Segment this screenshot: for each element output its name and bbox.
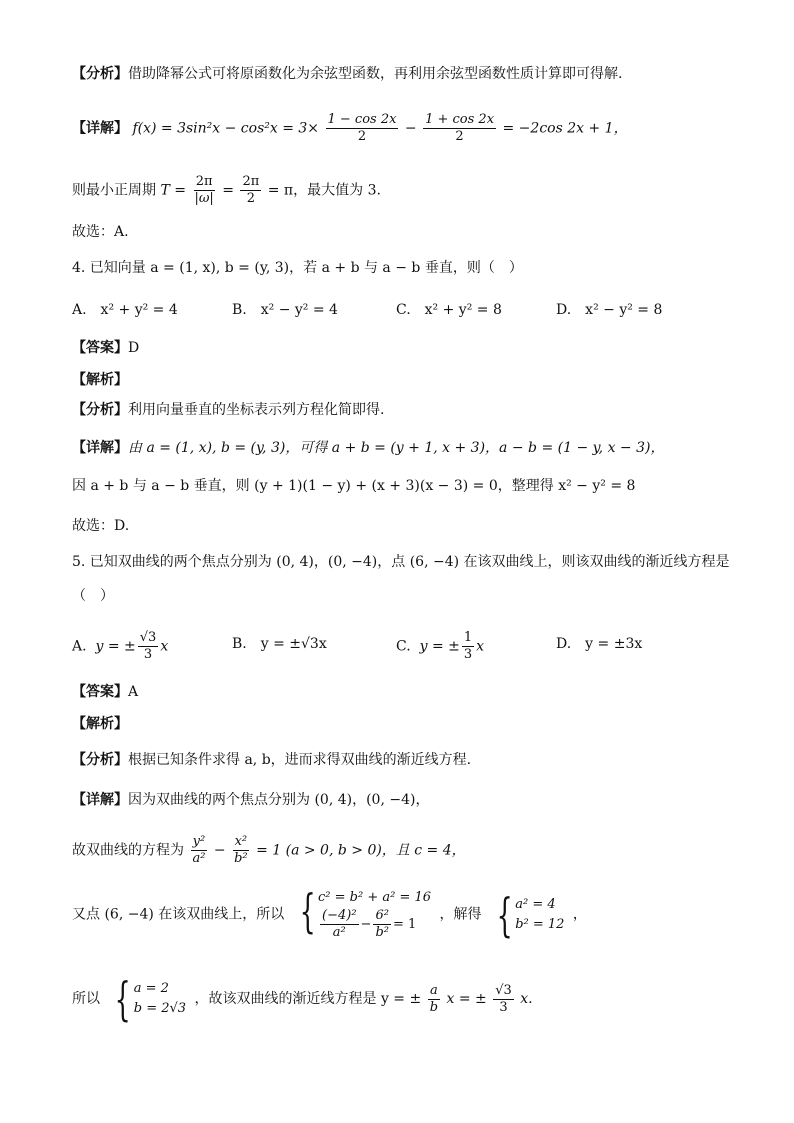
analysis-text: 利用向量垂直的坐标表示列方程化简即得. xyxy=(128,402,385,418)
question-5-stem: 5. 已知双曲线的两个焦点分别为 (0, 4)，(0, −4)，点 (6, −4) 在该双曲线上，则该双曲线的渐近线方程是 xyxy=(72,554,730,570)
q4-option-d: D. x² − y² = 8 xyxy=(556,302,663,318)
analysis-line xyxy=(72,400,384,420)
analysis-tag: 【分析】 xyxy=(72,66,128,82)
solution-line-2: 因 a + b 与 a − b 垂直，则 (y + 1)(1 − y) + (x + 3)(x − 3) = 0，整理得 x² − y² = 8 xyxy=(72,478,636,494)
fraction: $\frac{1 - \cos 2x}{2}$ xyxy=(327,112,397,144)
choice-line: 故选：D. xyxy=(72,518,130,534)
fraction: $\frac{1 + \cos 2x}{2}$ xyxy=(425,112,495,144)
solution-line xyxy=(72,790,429,810)
solution-line xyxy=(72,438,664,458)
minus-sign: − xyxy=(404,120,417,137)
explanation-heading xyxy=(72,370,128,390)
answer-value: D xyxy=(128,340,140,356)
explanation-heading xyxy=(72,714,128,734)
analysis-tag: 【分析】 xyxy=(72,752,128,768)
question-4-stem: 4. 已知向量 a = (1, x), b = (y, 3)，若 a + b 与 a − b 垂直，则（ ） xyxy=(72,260,523,276)
fraction: $\frac{2\pi}{2}$ xyxy=(242,174,260,206)
q5-option-b: B. y = ±√3x xyxy=(232,636,327,652)
answer-tag: 【答案】 xyxy=(72,340,128,356)
answer-value: A xyxy=(128,684,139,700)
question-5-stem-cont: （ ） xyxy=(72,588,114,604)
solution-line xyxy=(72,112,628,145)
analysis-line xyxy=(72,750,471,770)
q4-option-c: C. x² + y² = 8 xyxy=(396,302,502,318)
fraction: $\frac{2\pi}{|\omega|}$ xyxy=(194,174,214,206)
answer-tag: 【答案】 xyxy=(72,684,128,700)
equation-system: { c² = b² + a² = 16 $\frac{\text{(−4)²}}{\text{a²}}$ − $\frac{\text{6²}}{\text{b²}}$ = 1 xyxy=(299,884,432,940)
q5-option-c: C. y = ± $\frac{1}{3}$ x xyxy=(396,630,485,662)
analysis-text: 根据已知条件求得 a, b，进而求得双曲线的渐近线方程. xyxy=(128,752,472,768)
explanation-tag: 【解析】 xyxy=(72,716,128,732)
q4-option-a: A. x² + y² = 4 xyxy=(72,302,178,318)
ab-system: { a = 2 b = 2√3 xyxy=(115,972,187,1026)
answer-line xyxy=(72,338,139,358)
q4-option-b: B. x² − y² = 4 xyxy=(232,302,338,318)
asymptote-line: 所以 { a = 2 b = 2√3 ，故该双曲线的渐近线方程是 y = ± $\frac{a}{b}$ x = ± $\frac{√3}{3}$ x. xyxy=(72,972,533,1026)
q5-option-a: A. y = ± $\frac{√3}{3}$ x xyxy=(72,630,169,662)
hyperbola-equation-line: 故双曲线的方程为 $\frac{\text{y²}}{\text{a²}}$ − $\frac{\text{x²}}{\text{b²}}$ = 1 (a > 0, b > 0)，且 c = 4， xyxy=(72,834,466,866)
solution-tag: 【详解】 xyxy=(72,792,128,808)
explanation-tag: 【解析】 xyxy=(72,372,128,388)
equals-sign: = xyxy=(222,182,234,199)
analysis-tag: 【分析】 xyxy=(72,402,128,418)
q5-option-d: D. y = ±3x xyxy=(556,636,643,652)
solution-text: 因为双曲线的两个焦点分别为 (0, 4)，(0, −4)， xyxy=(128,792,430,808)
analysis-text: 借助降幂公式可将原函数化为余弦型函数，再利用余弦型函数性质计算即可得解. xyxy=(128,66,623,82)
answer-line xyxy=(72,682,138,702)
period-suffix: = π，最大值为 3. xyxy=(267,182,381,199)
formula-lhs: f(x) = 3sin²x − cos²x = 3× xyxy=(132,120,320,137)
period-prefix: 则最小正周期 xyxy=(72,182,156,199)
formula-rhs: = −2cos 2x + 1， xyxy=(502,120,628,137)
period-symbol: T = xyxy=(160,182,186,199)
solution-system: { a² = 4 b² = 12 xyxy=(496,887,565,942)
period-line xyxy=(72,174,381,207)
solution-tag: 【详解】 xyxy=(72,120,128,137)
system-line: 又点 (6, −4) 在该双曲线上，所以 { c² = b² + a² = 16 $\frac{\text{(−4)²}}{\text{a²}}$ − $\frac{\text{6²}}{\text{b²}}$ = 1 ，解得 { a² = 4 b² = 12 ， xyxy=(72,884,587,942)
analysis-line xyxy=(72,64,622,84)
solution-tag: 【详解】 xyxy=(72,440,128,456)
choice-line: 故选：A. xyxy=(72,224,129,240)
solution-text: 由 a = (1, x), b = (y, 3)，可得 a + b = (y + 1, x + 3)，a − b = (1 − y, x − 3)， xyxy=(128,440,665,456)
